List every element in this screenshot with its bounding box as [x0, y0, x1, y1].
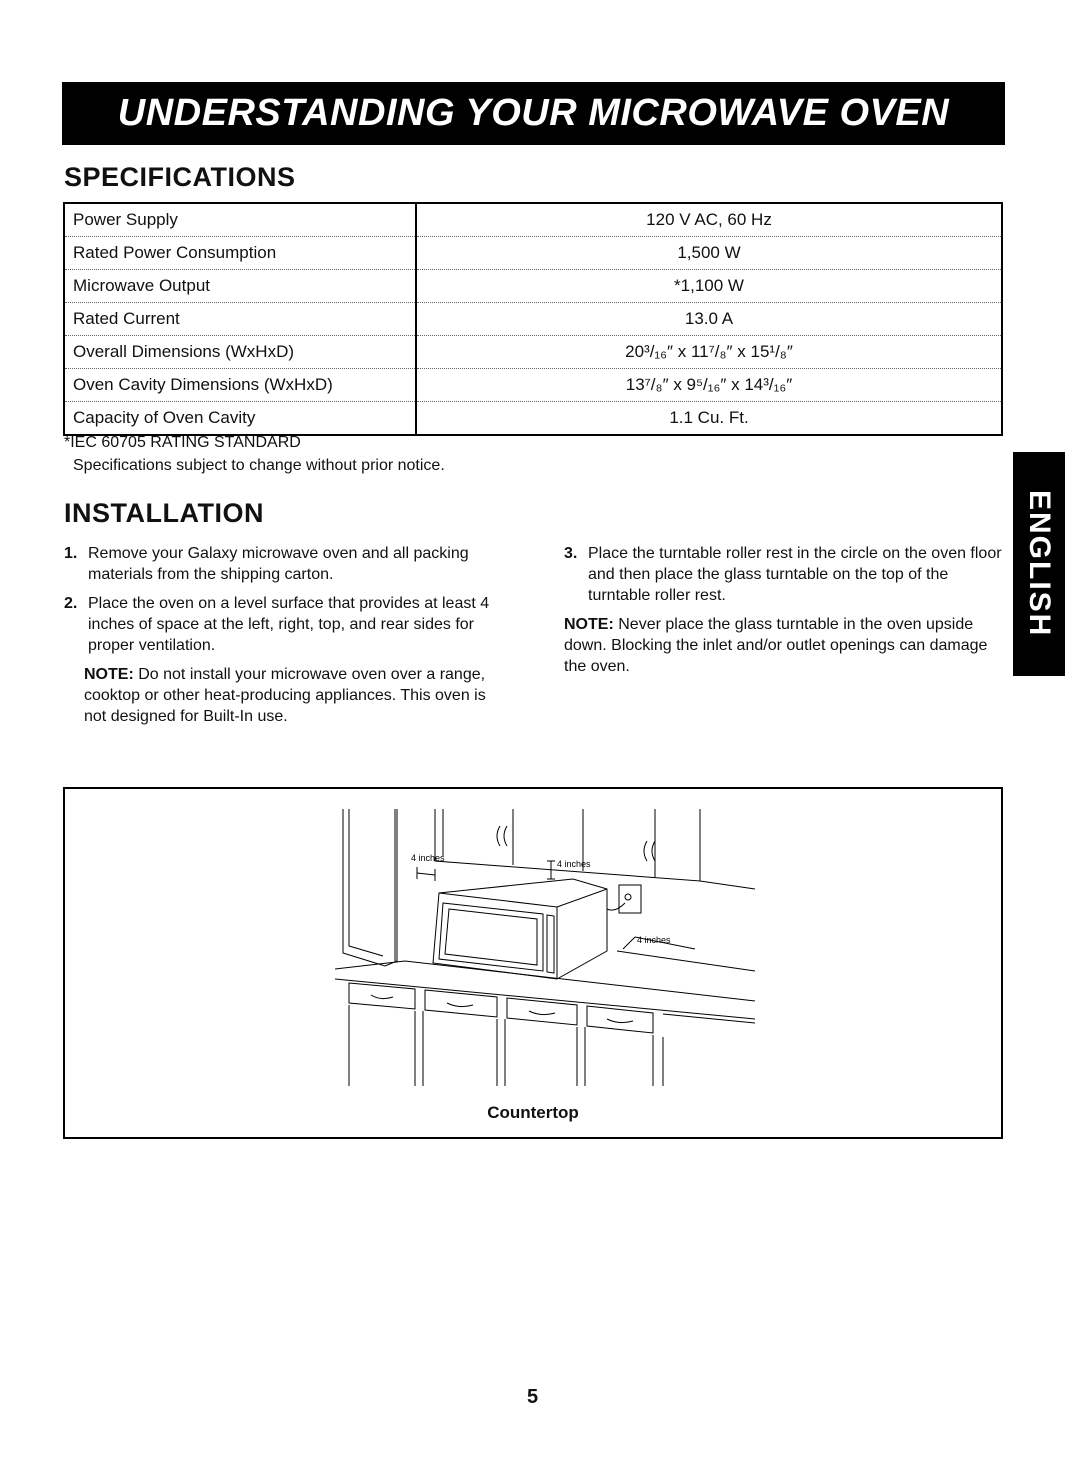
spec-value: *1,100 W	[416, 270, 1002, 303]
installation-left-column	[64, 543, 504, 735]
specifications-heading: SPECIFICATIONS	[64, 162, 296, 192]
table-row	[64, 369, 1002, 402]
table-row	[64, 270, 1002, 303]
spec-label: Capacity of Oven Cavity	[64, 402, 416, 436]
specifications-table	[63, 202, 1003, 436]
installation-figure	[63, 787, 1003, 1139]
spec-label: Oven Cavity Dimensions (WxHxD)	[64, 369, 416, 402]
spec-label: Microwave Output	[64, 270, 416, 303]
language-tab	[1013, 452, 1065, 676]
list-item	[64, 543, 504, 585]
clearance-label-right: 4 inches	[637, 935, 671, 945]
spec-value: 13.0 A	[416, 303, 1002, 336]
note-text: Do not install your microwave oven over a range, cooktop or other heat-producing appliances. This oven is not designed for Built-In use.	[84, 666, 486, 725]
note	[64, 664, 504, 727]
page-title: UNDERSTANDING YOUR MICROWAVE OVEN	[117, 92, 950, 134]
table-row	[64, 203, 1002, 237]
spec-value: 120 V AC, 60 Hz	[416, 203, 1002, 237]
spec-value: 20³/₁₆″ x 11⁷/₈″ x 15¹/₈″	[416, 336, 1002, 369]
step-text: Remove your Galaxy microwave oven and all packing materials from the shipping carton.	[88, 545, 469, 583]
note-text: Never place the glass turntable in the oven upside down. Blocking the inlet and/or outlet openings can damage the oven.	[564, 616, 988, 675]
figure-caption: Countertop	[487, 1103, 579, 1122]
spec-label: Overall Dimensions (WxHxD)	[64, 336, 416, 369]
step-text: Place the turntable roller rest in the circle on the oven floor and then place the glass turntable on the top of the turntable roller rest.	[588, 545, 1002, 604]
installation-heading: INSTALLATION	[64, 498, 264, 528]
page-number: 5	[526, 1386, 539, 1408]
step-number: 2.	[64, 595, 78, 612]
table-row	[64, 237, 1002, 270]
spec-label: Rated Power Consumption	[64, 237, 416, 270]
spec-value: 1.1 Cu. Ft.	[669, 408, 749, 427]
list-item	[564, 543, 1004, 606]
rating-footnote: *IEC 60705 RATING STANDARD	[64, 434, 301, 451]
table-row	[64, 303, 1002, 336]
clearance-label-top: 4 inches	[557, 859, 591, 869]
spec-label: Power Supply	[64, 203, 416, 237]
step-number: 3.	[564, 545, 578, 562]
clearance-label-left: 4 inches	[411, 853, 445, 863]
spec-label: Rated Current	[64, 303, 416, 336]
spec-value: 1,500 W	[416, 237, 1002, 270]
note-label: NOTE:	[84, 666, 134, 683]
installation-right-column	[564, 543, 1004, 685]
step-text: Place the oven on a level surface that provides at least 4 inches of space at the left, right, top, and rear sides for proper ventilation.	[88, 595, 490, 654]
table-row	[64, 402, 1002, 436]
spec-notice: Specifications subject to change without prior notice.	[73, 457, 445, 474]
spec-value: 13⁷/₈″ x 9⁵/₁₆″ x 14³/₁₆″	[416, 369, 1002, 402]
note	[564, 614, 1004, 677]
note-label: NOTE:	[564, 616, 614, 633]
table-row	[64, 336, 1002, 369]
language-label: ENGLISH	[1023, 490, 1056, 638]
list-item	[64, 593, 504, 656]
step-number: 1.	[64, 545, 78, 562]
page-header-banner	[62, 82, 1005, 145]
microwave-clearance-illustration	[335, 801, 765, 1091]
